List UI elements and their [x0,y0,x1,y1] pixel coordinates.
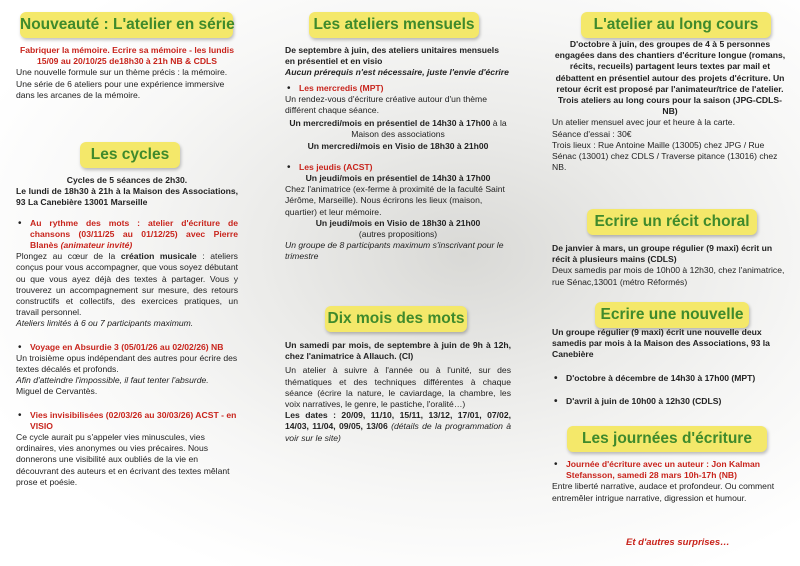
long-cours-section [552,39,788,173]
rythme-invite: (animateur invité) [60,240,133,251]
list-item-absurdie [16,342,238,353]
jeudis-desc: Chez l'animatrice (ex-ferme à proximité de la faculté Saint Jérôme, Marseille). Nous écrirons les lieux (maison, quartier) et leur mémoire. [285,184,505,217]
absurdie-desc: Un troisième opus indépendant des autres pour écrire des textes décalés et profonds. [16,352,238,375]
absurdie-title: Voyage en Absurdie 3 (05/01/26 au 02/02/26) NB [30,341,224,352]
long-cours-desc: Un atelier mensuel avec jour et heure à la carte. [552,117,735,128]
dix-mois-dates [285,410,511,444]
vies-desc: Ce cycle aurait pu s'appeler vies minuscules, vies ordinaires, vies anonymes ou vies précaires. Nous donnerons une visibilité aux oubliés de la vie en découvrant des auteurs et en écrivant des textes mêlant prose et poésie. [16,432,230,487]
rythme-desc-c: : ateliers conçus pour vous accompagner, que vous soyez débutant ou que vous ayez déjà des textes à partager. Vous y trouverez un accompagnement sur mesure, des retours constructifs et collectifs, des exercices pratiques, un travail personnel. [16,251,238,318]
rythme-title: Au rythme des mots : atelier d'écriture de chansons (03/11/25 au 01/12/25) avec Pierre Blanès [30,217,238,251]
atelier-serie-section [16,45,238,101]
list-item-vies [16,410,238,432]
cycles-place: Le lundi de 18h30 à 21h à la Maison des Associations, 93 La Canebière 13001 Marseille [16,186,238,208]
heading-ateliers-mensuels: Les ateliers mensuels [309,12,479,38]
absurdie-author: Miguel de Cervantès. [16,386,98,397]
mercredis-visio: Un mercredi/mois en Visio de 18h30 à 21h00 [307,140,489,151]
recit-choral-desc: Deux samedis par mois de 10h00 à 12h30, chez l'animatrice, rue Sénac,13001 (métro Réformés) [552,265,785,287]
heading-atelier-serie: Nouveauté : L'atelier en série [20,12,233,38]
nouvelle-section [552,327,788,407]
rythme-desc-a: Plongez au cœur de la [16,251,121,262]
jeudis-note: Un groupe de 8 participants maximum s'inscrivant pour le trimestre [285,240,504,262]
recit-choral-intro: De janvier à mars, un groupe régulier (9 maxi) écrit un récit à plusieurs mains (CDLS) [552,243,773,265]
atelier-serie-desc: Une nouvelle formule sur un thème précis : la mémoire. Une série de 6 ateliers pour une expérience immersive dans les arcanes de la mémoire. [16,67,228,100]
heading-long-cours: L'atelier au long cours [581,12,771,38]
footer-surprises: Et d'autres surprises… [626,537,730,548]
rythme-desc-b: création musicale [120,251,197,262]
dix-mois-section [285,340,511,444]
recit-choral-section [552,243,788,288]
heading-journees: Les journées d'écriture [567,426,767,452]
mensuels-section [285,45,511,263]
long-cours-places: Trois lieux : Rue Antoine Maille (13005) chez JPG / Rue Sénac (13001) chez CDLS / Traverse pitance (13016) chez NB. [552,139,778,173]
jeudis-title: Les jeudis (ACST) [299,161,373,172]
jeudis-visio: Un jeudi/mois en Visio de 18h30 à 21h00 [315,217,481,228]
mercredis-presentiel [285,118,511,140]
cycles-section [16,175,238,488]
heading-dix-mois: Dix mois des mots [325,306,467,332]
cycles-intro: Cycles de 5 séances de 2h30. [66,175,188,185]
list-item-journee [552,459,788,481]
rythme-note: Ateliers limités à 6 ou 7 participants maximum. [16,318,194,329]
list-item-rythme [16,218,238,252]
dix-mois-dates-label: Les dates : 20/09, 11/10, 15/11, 13/12, 17/01, 07/02, 14/03, 11/04, 09/05, 13/06 [285,410,511,432]
nouvelle-intro: Un groupe régulier (9 maxi) écrit une nouvelle deux samedis par mois à la Maison des Associations, 93 la Canebière [552,327,770,360]
mercredis-title: Les mercredis (MPT) [299,82,384,93]
list-item-jeudis [285,162,511,173]
list-item-nouvelle-1: • D'octobre à décembre de 14h30 à 17h00 (MPT) [552,373,788,384]
absurdie-quote: Afin d'atteindre l'impossible, il faut tenter l'absurde. [16,375,209,386]
atelier-serie-title: Fabriquer la mémoire. Ecrire sa mémoire - les lundis 15/09 au 20/10/25 de18h30 à 21h NB & CDLS [20,45,234,67]
rythme-desc [16,251,238,318]
mensuels-intro-italic: Aucun prérequis n'est nécessaire, juste l'envie d'écrire [285,67,509,78]
jeudis-presentiel: Un jeudi/mois en présentiel de 14h30 à 17h00 [305,173,491,184]
mensuels-intro: De septembre à juin, des ateliers unitaires mensuels en présentiel et en visio [285,45,499,67]
journee-desc: Entre liberté narrative, audace et profondeur. Ou comment entremêler intrigue narrative, digression et humour. [552,481,775,503]
dix-mois-intro: Un samedi par mois, de septembre à juin de 9h à 12h, chez l'animatrice à Allauch. (CI) [285,340,511,362]
long-cours-price: Séance d'essai : 30€ [552,128,632,139]
heading-recit-choral: Ecrire un récit choral [587,209,757,235]
journees-section [552,459,788,504]
long-cours-intro: D'octobre à juin, des groupes de 4 à 5 personnes engagées dans des chantiers d'écriture longue (romans, récits, recueils) partagent leurs textes par mail et débattent en présentiel autour des projets d'écriture. Un retour écrit est proposé par l'animateur/trice de l'atelier. Trois ateliers au long cours pour la saison (JPG-CDLS-NB) [554,39,786,117]
mercredis-pres-place: à la Maison des associations [351,118,507,140]
dix-mois-desc: Un atelier à suivre à l'année ou à l'unité, sur des thématiques et des techniques différentes à chaque séance (écrire la nature, le caviardage, la chambre, les voix narratives, le genre, le pastiche, l'oralité…) [285,365,511,410]
vies-title: Vies invisibilisées (02/03/26 au 30/03/26) ACST - en VISIO [30,409,237,431]
heading-nouvelle: Ecrire une nouvelle [595,302,749,328]
mercredis-pres-time: Un mercredi/mois en présentiel de 14h30 à 17h00 [289,118,491,129]
list-item-nouvelle-2: • D'avril à juin de 10h00 à 12h30 (CDLS) [552,396,788,407]
jeudis-visio-sub: (autres propositions) [358,229,438,240]
journee-title: Journée d'écriture avec un auteur : Jon Kalman Stefansson, samedi 28 mars 10h-17h (NB) [566,459,761,481]
mercredis-desc: Un rendez-vous d'écriture créative autour d'un thème différent chaque séance. [285,93,487,116]
heading-cycles: Les cycles [80,142,180,168]
list-item-mercredis [285,83,511,94]
dix-mois-dates-note: (détails de la programmation à voir sur le site) [285,421,511,443]
